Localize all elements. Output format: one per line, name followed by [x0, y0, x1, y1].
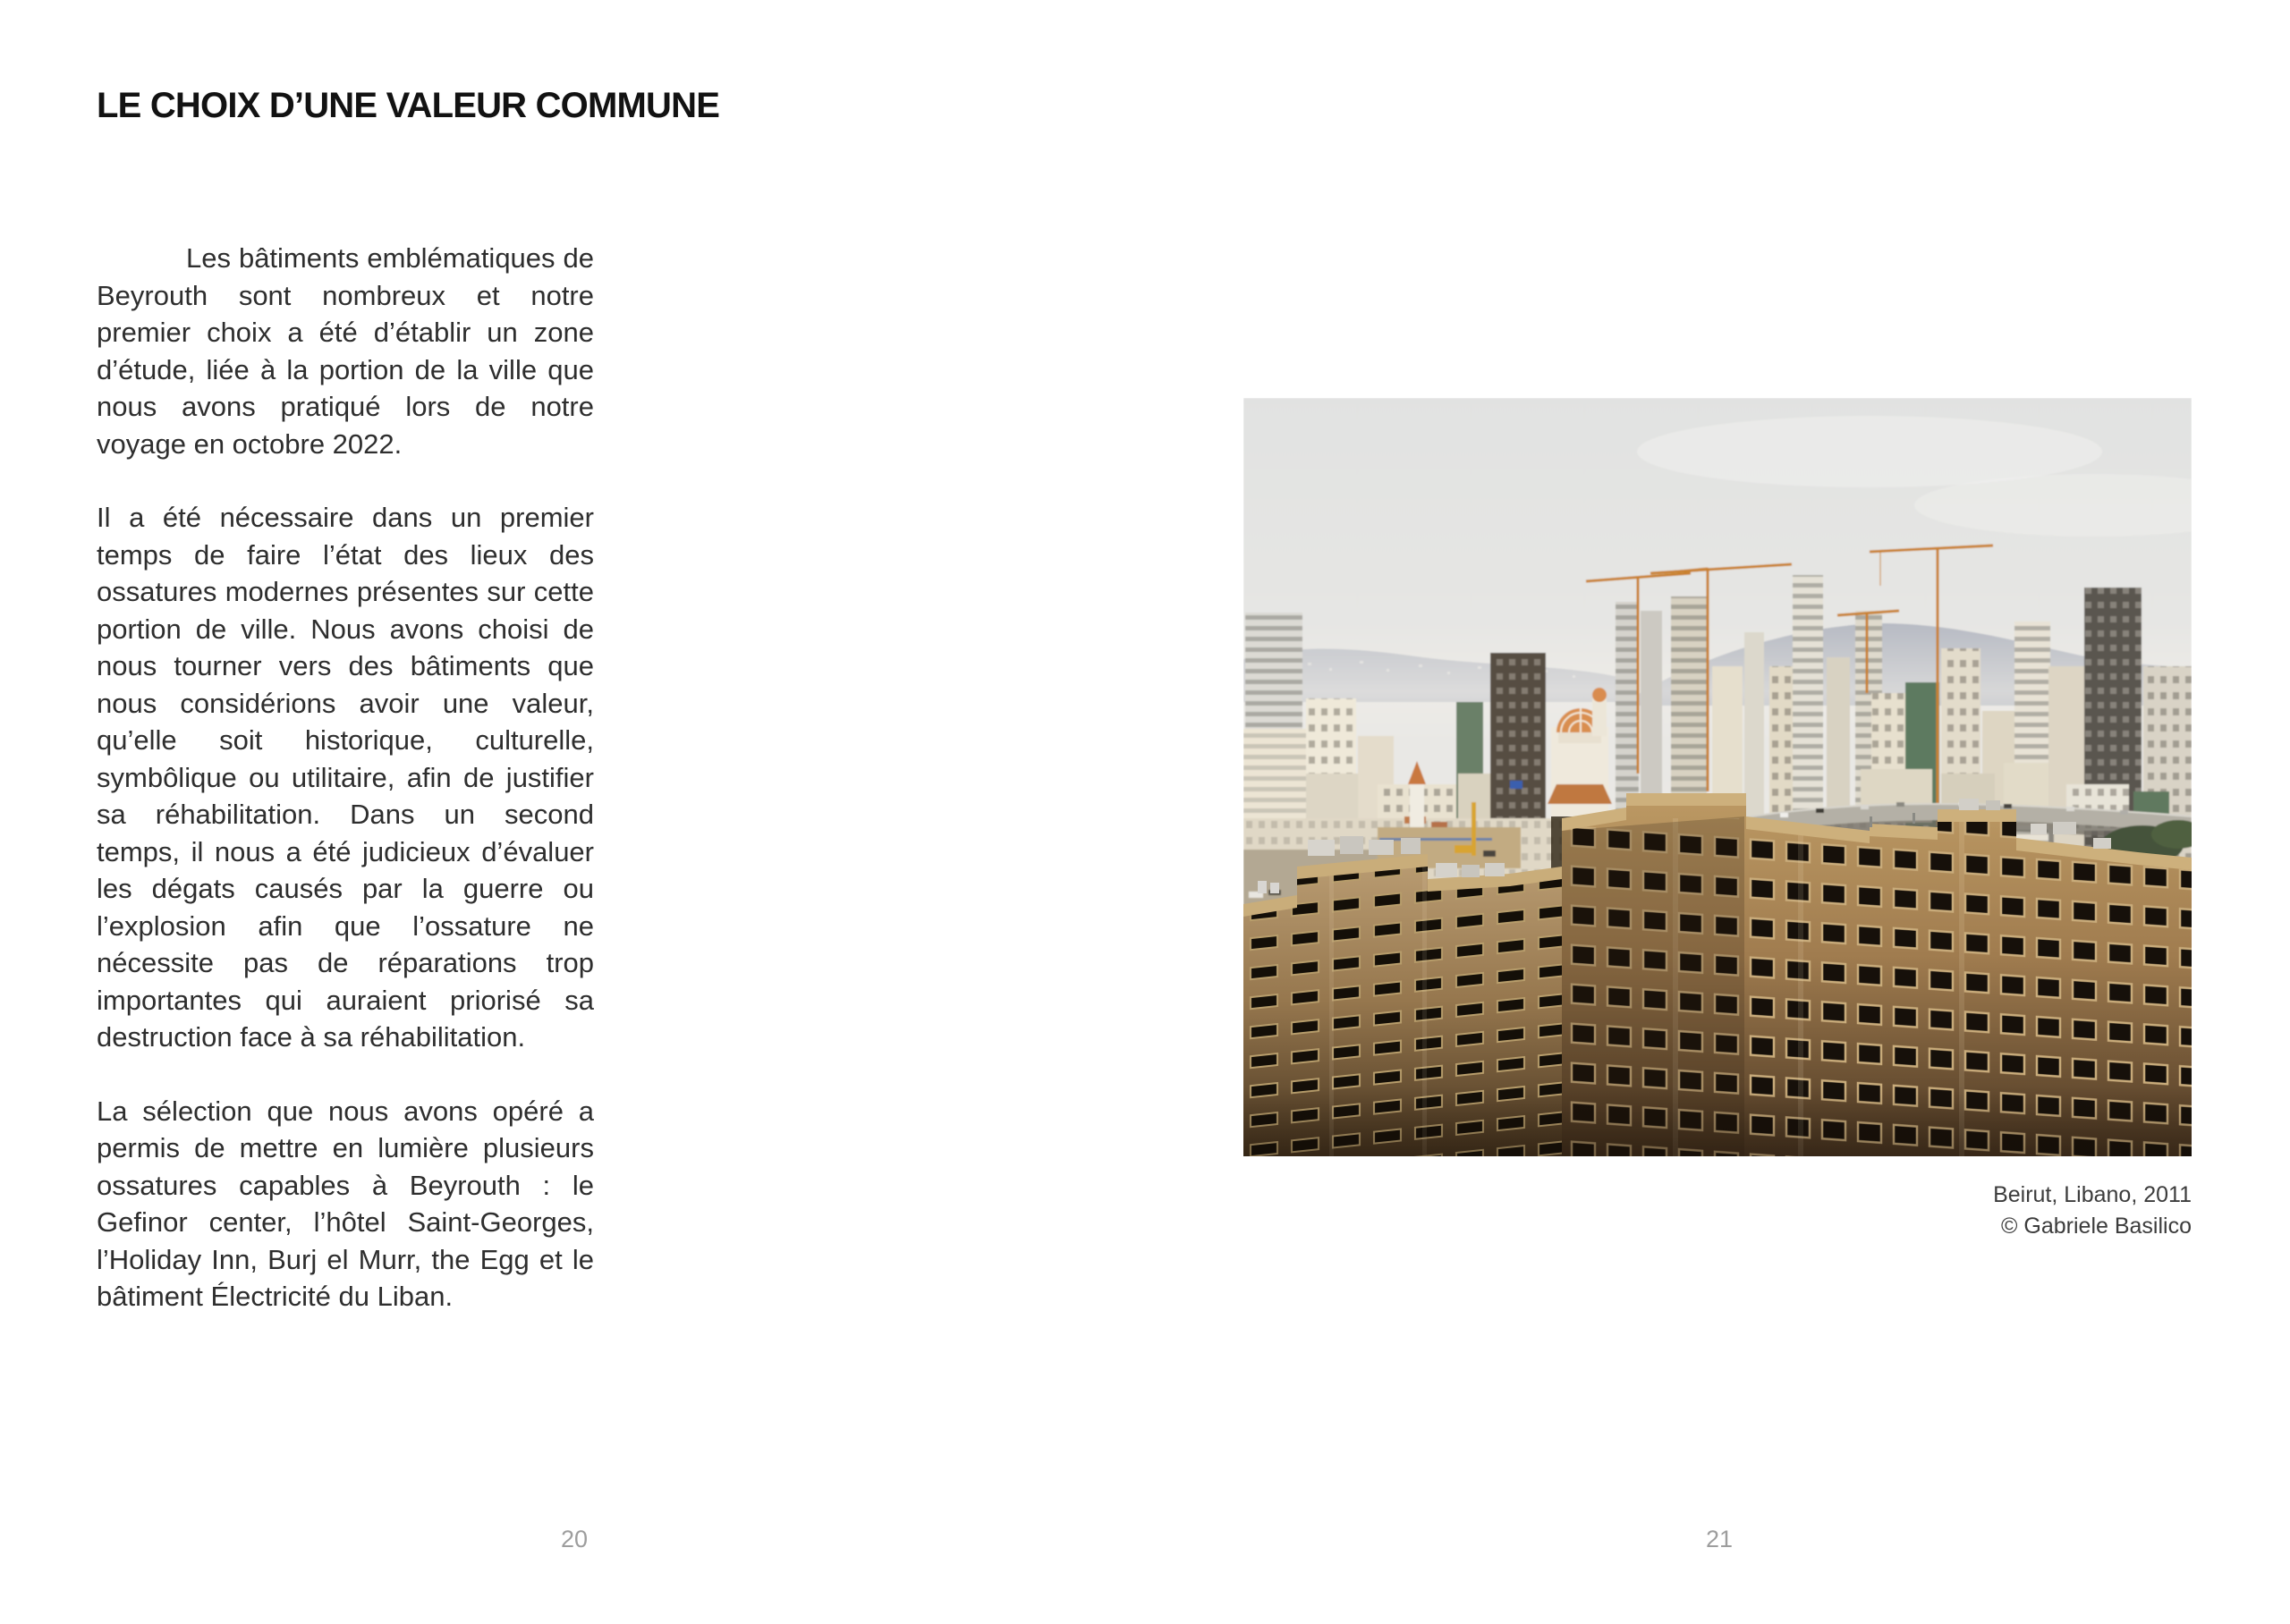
photo-foreground [1243, 793, 2192, 1156]
photo-figure [1243, 398, 2192, 1242]
page-number-right: 21 [1705, 1526, 1734, 1552]
caption-line-1: Beirut, Libano, 2011 [1993, 1182, 2192, 1207]
page-title: LE CHOIX D’UNE VALEUR COMMUNE [97, 86, 720, 125]
photo-caption [1243, 1180, 2192, 1242]
paragraph-1: Les bâtiments emblématiques de Beyrouth sont nombreux et notre premier choix a été d’établir un zone d’étude, liée à la portion de la ville que nous avons pratiqué lors de notre voyage en octobre 2022. [97, 242, 594, 460]
body-text-column [97, 240, 594, 1352]
paragraph-3: La sélection que nous avons opéré a permis de mettre en lumière plusieurs ossatures capables à Beyrouth : le Gefinor center, l’hôtel Saint-Georges, l’Holiday Inn, Burj el Murr, the Egg et le bâtiment Électricité du Liban. [97, 1095, 594, 1312]
beirut-cityscape-photo [1243, 398, 2192, 1156]
paragraph-2: Il a été nécessaire dans un premier temps de faire l’état des lieux des ossatures modernes présentes sur cette portion de ville. Nous avons choisi de nous tourner vers des bâtiments que nous considérions avoir une valeur, qu’elle soit historique, culturelle, symbôlique ou utilitaire, afin de justifier sa réhabilitation. Dans un second temps, il nous a été judicieux d’évaluer les dégats causés par la guerre ou l’explosion afin que l’ossature ne nécessite pas de réparations trop importantes qui auraient priorisé sa destruction face à sa réhabilitation. [97, 502, 594, 1053]
page-right [1145, 0, 2290, 1624]
bottom-shadow [1243, 1087, 2192, 1156]
caption-line-2: © Gabriele Basilico [2001, 1214, 2192, 1239]
page-number-left: 20 [560, 1526, 589, 1552]
